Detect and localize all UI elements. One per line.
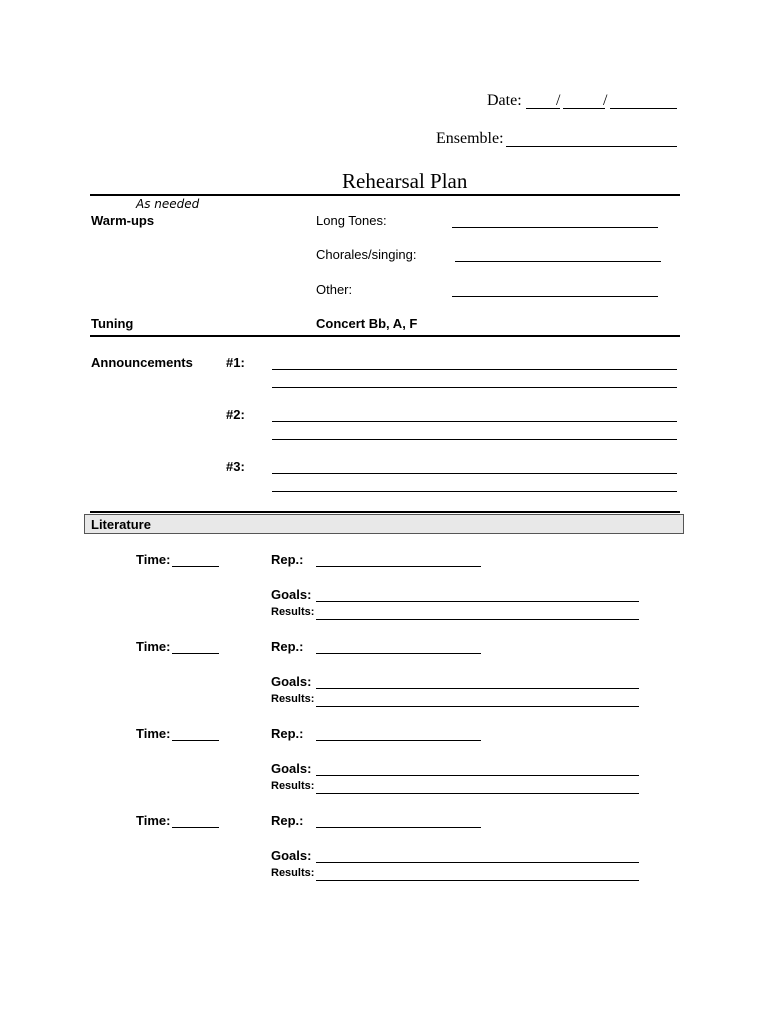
- time-field[interactable]: [172, 653, 219, 654]
- time-field[interactable]: [172, 566, 219, 567]
- date-year-field[interactable]: [610, 108, 677, 109]
- warmups-label: Warm-ups: [91, 213, 155, 228]
- results-label: Results:: [271, 780, 315, 792]
- ensemble-label: Ensemble:: [436, 130, 504, 147]
- other-field[interactable]: [452, 296, 658, 297]
- announcements-label: Announcements: [91, 355, 193, 370]
- warmup-item-other: Other:: [316, 282, 353, 297]
- results-label: Results:: [271, 606, 315, 618]
- announcement-3-line-1[interactable]: [272, 473, 677, 474]
- time-label: Time:: [136, 813, 171, 828]
- warmups-note: As needed: [136, 197, 200, 211]
- date-day-field[interactable]: [563, 108, 605, 109]
- divider: [90, 511, 680, 513]
- goals-label: Goals:: [271, 761, 312, 776]
- goals-field[interactable]: [316, 688, 639, 689]
- rep-label: Rep.:: [271, 726, 304, 741]
- time-field[interactable]: [172, 740, 219, 741]
- goals-label: Goals:: [271, 587, 312, 602]
- time-label: Time:: [136, 726, 171, 741]
- literature-header: [84, 514, 684, 534]
- results-field[interactable]: [316, 880, 639, 881]
- rep-label: Rep.:: [271, 639, 304, 654]
- goals-label: Goals:: [271, 848, 312, 863]
- tuning-label: Tuning: [91, 316, 134, 331]
- results-label: Results:: [271, 693, 315, 705]
- time-label: Time:: [136, 639, 171, 654]
- page-title: Rehearsal Plan: [342, 169, 468, 193]
- rep-field[interactable]: [316, 653, 481, 654]
- goals-field[interactable]: [316, 601, 639, 602]
- tuning-value: Concert Bb, A, F: [316, 316, 418, 331]
- results-label: Results:: [271, 867, 315, 879]
- announcement-1-line-2[interactable]: [272, 387, 677, 388]
- date-slash: /: [603, 92, 608, 109]
- announcement-number-3: #3:: [226, 459, 245, 474]
- ensemble-field[interactable]: [506, 146, 677, 147]
- literature-label: Literature: [91, 517, 151, 532]
- announcement-2-line-1[interactable]: [272, 421, 677, 422]
- rep-label: Rep.:: [271, 813, 304, 828]
- goals-field[interactable]: [316, 862, 639, 863]
- time-field[interactable]: [172, 827, 219, 828]
- divider: [90, 335, 680, 337]
- long-tones-field[interactable]: [452, 227, 658, 228]
- announcement-2-line-2[interactable]: [272, 439, 677, 440]
- rep-field[interactable]: [316, 827, 481, 828]
- goals-field[interactable]: [316, 775, 639, 776]
- date-month-field[interactable]: [526, 108, 560, 109]
- announcement-number-1: #1:: [226, 355, 245, 370]
- warmup-item-long-tones: Long Tones:: [316, 213, 387, 228]
- results-field[interactable]: [316, 706, 639, 707]
- rep-field[interactable]: [316, 740, 481, 741]
- date-label: Date:: [487, 92, 522, 109]
- rep-label: Rep.:: [271, 552, 304, 567]
- warmup-item-chorales: Chorales/singing:: [316, 247, 417, 262]
- results-field[interactable]: [316, 793, 639, 794]
- announcement-1-line-1[interactable]: [272, 369, 677, 370]
- announcement-3-line-2[interactable]: [272, 491, 677, 492]
- time-label: Time:: [136, 552, 171, 567]
- divider: [90, 194, 680, 196]
- chorales-field[interactable]: [455, 261, 661, 262]
- announcement-number-2: #2:: [226, 407, 245, 422]
- rep-field[interactable]: [316, 566, 481, 567]
- results-field[interactable]: [316, 619, 639, 620]
- date-slash: /: [556, 92, 561, 109]
- goals-label: Goals:: [271, 674, 312, 689]
